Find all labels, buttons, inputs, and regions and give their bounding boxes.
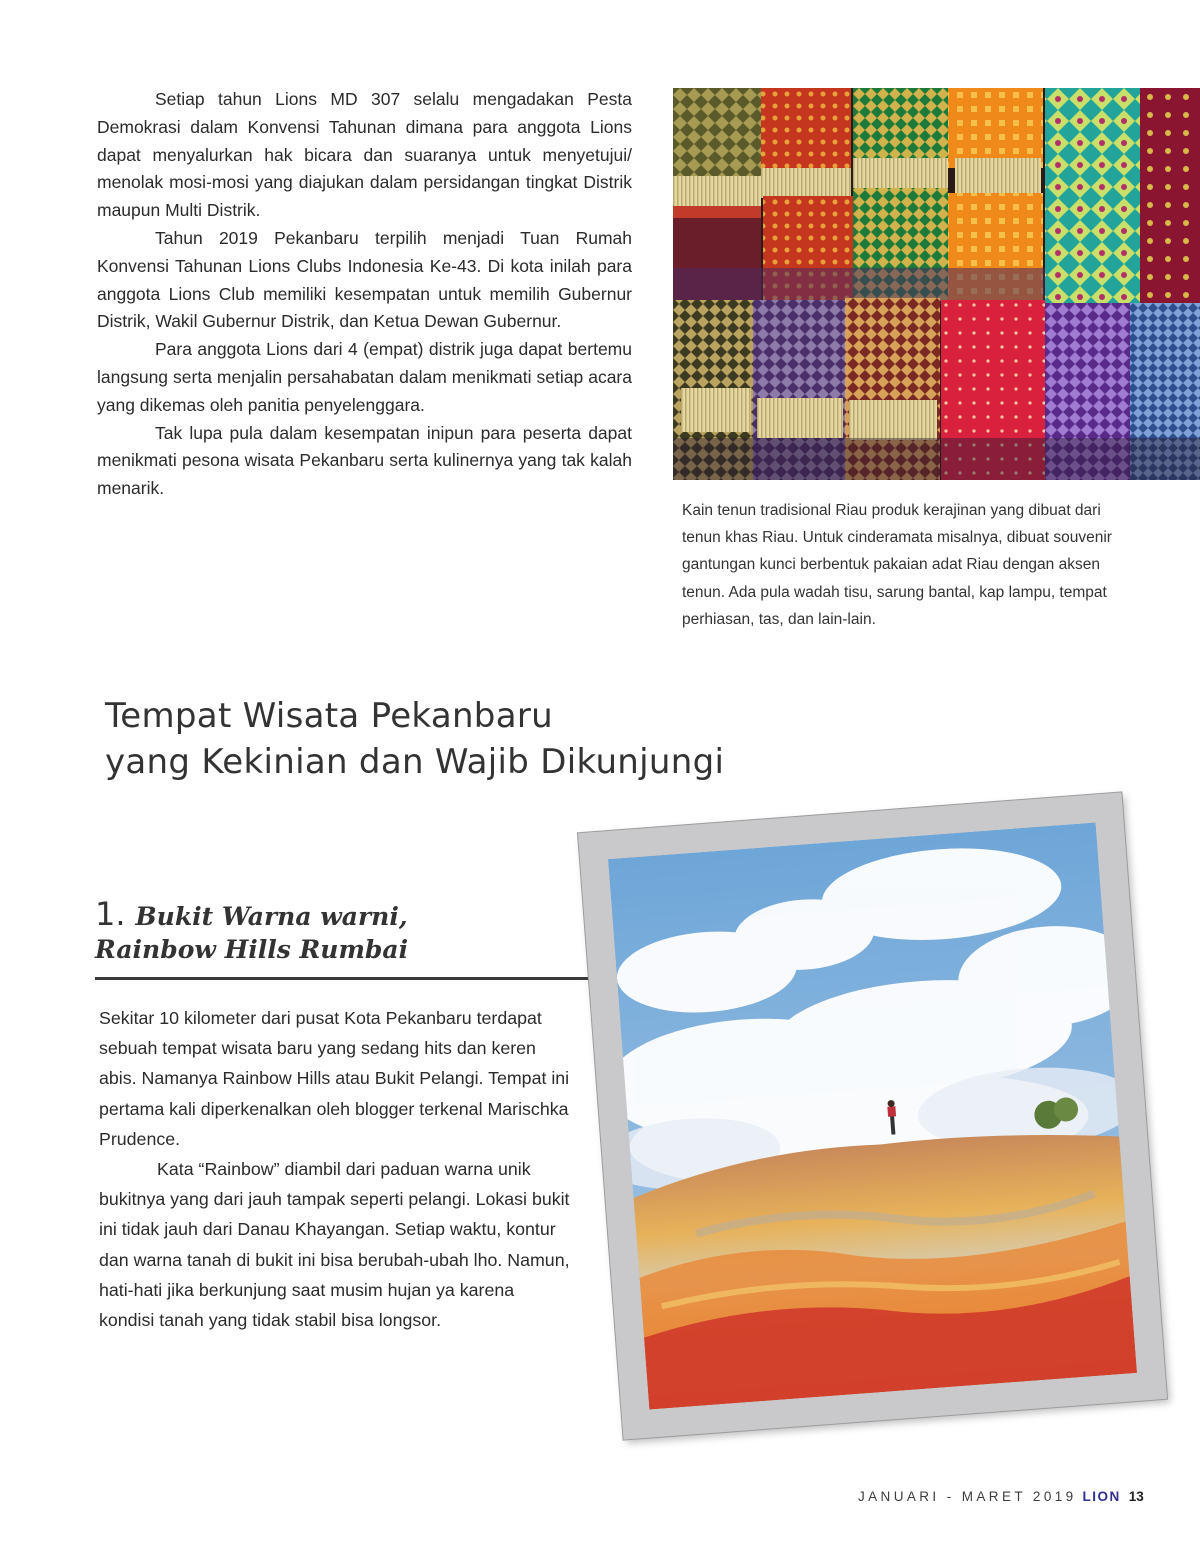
- attraction-heading: [95, 895, 615, 964]
- page-footer: [858, 1489, 1144, 1504]
- rainbow-hills-photo-frame: [578, 792, 1167, 1439]
- intro-paragraph: Tahun 2019 Pekanbaru terpilih menjadi Tuan Rumah Konvensi Tahunan Lions Clubs Indonesia Ke-43. Di kota inilah para anggota Lions Club memiliki kesempatan untuk memilih Gubernur Distrik, Wakil Gubernur Distrik, dan Ketua Dewan Gubernur.: [97, 227, 632, 332]
- tenun-fabric-illustration: [673, 88, 1200, 480]
- attraction-number: 1.: [95, 895, 126, 933]
- rainbow-hills-photo: [608, 822, 1137, 1409]
- tenun-fabric-photo: [673, 88, 1200, 480]
- section-title-line1: Tempat Wisata Pekanbaru: [105, 696, 553, 736]
- intro-paragraph: Para anggota Lions dari 4 (empat) distrik juga dapat bertemu langsung serta menjalin persahabatan dalam menikmati setiap acara yang dikemas oleh panitia penyelenggara.: [97, 339, 632, 415]
- attraction-title-line1: Bukit Warna warni,: [135, 902, 408, 931]
- attraction-title-line2: Rainbow Hills Rumbai: [95, 935, 409, 964]
- attraction-paragraph: Sekitar 10 kilometer dari pusat Kota Pekanbaru terdapat sebuah tempat wisata baru yang sedang hits dan keren abis. Namanya Rainbow Hills atau Bukit Pelangi. Tempat ini pertama kali diperkenalkan oleh blogger terkenal Marischka Prudence.: [99, 1008, 570, 1149]
- heading-divider: [95, 977, 605, 980]
- rainbow-hills-illustration: [608, 822, 1137, 1409]
- intro-paragraph: Tak lupa pula dalam kesempatan inipun para peserta dapat menikmati pesona wisata Pekanbaru serta kulinernya yang tak kalah menarik.: [97, 422, 632, 499]
- page-number: 13: [1128, 1489, 1144, 1504]
- intro-paragraph: Setiap tahun Lions MD 307 selalu mengadakan Pesta Demokrasi dalam Konvensi Tahunan dimana para anggota Lions dapat menyalurkan hak bicara dan suaranya untuk menyetujui/ menolak mosi-mosi yang diajukan dalam persidangan tingkat Distrik maupun Multi Distrik.: [97, 89, 632, 221]
- attraction-paragraph: Kata “Rainbow” diambil dari paduan warna unik bukitnya yang dari jauh tampak seperti pelangi. Lokasi bukit ini tidak jauh dari Danau Khayangan. Setiap waktu, kontur dan warna tanah di bukit ini bisa berubah-ubah lho. Namun, hati-hati jika berkunjung saat musim hujan ya karena kondisi tanah yang tidak stabil bisa longsor.: [99, 1159, 570, 1331]
- attraction-description: [99, 1003, 574, 1335]
- section-title-line2: yang Kekinian dan Wajib Dikunjungi: [105, 742, 725, 782]
- magazine-brand: LION: [1082, 1489, 1121, 1504]
- issue-date: JANUARI - MARET 2019: [858, 1489, 1077, 1504]
- fabric-photo-caption: Kain tenun tradisional Riau produk kerajinan yang dibuat dari tenun khas Riau. Untuk cinderamata misalnya, dibuat souvenir gantungan kunci berbentuk pakaian adat Riau dengan aksen tenun. Ada pula wadah tisu, sarung bantal, kap lampu, tempat perhiasan, tas, dan lain-lain.: [682, 502, 1112, 628]
- intro-text: [97, 86, 632, 503]
- section-title: [105, 693, 724, 785]
